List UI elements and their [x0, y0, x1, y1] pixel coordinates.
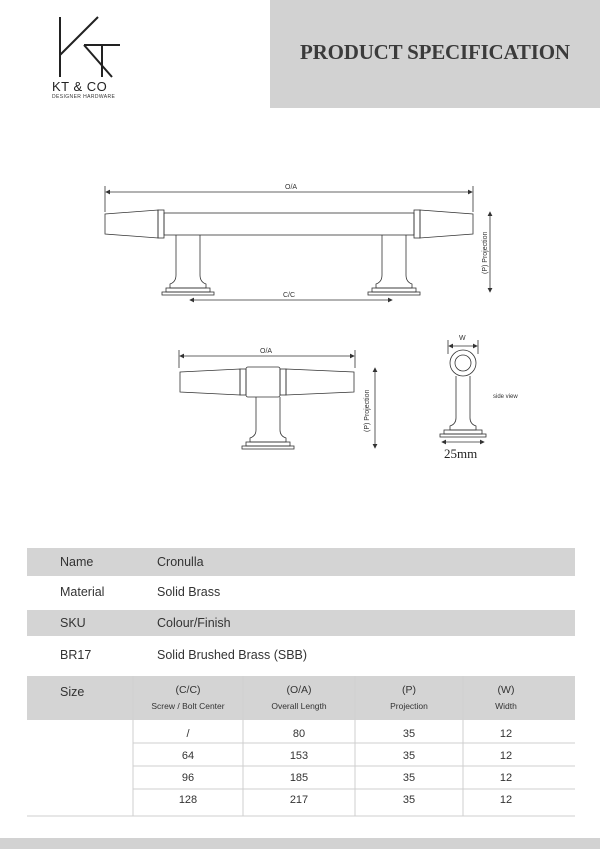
w-label: W [459, 335, 466, 342]
sku-value-row [27, 636, 575, 676]
kt-logo-icon [54, 15, 124, 79]
cell-cc: 64 [181, 750, 195, 762]
cell-p: 35 [402, 728, 416, 740]
front-view-small [179, 350, 375, 449]
name-row [27, 548, 575, 576]
col-w-code: (W) [497, 684, 515, 696]
cell-w: 12 [499, 728, 513, 740]
cell-w: 12 [499, 772, 513, 784]
brand-tagline: DESIGNER HARDWARE [52, 94, 116, 100]
spec-table [27, 548, 575, 816]
front-view-large [105, 186, 490, 300]
col-cc-code: (C/C) [175, 684, 201, 696]
cell-cc: 96 [181, 772, 195, 784]
col-oa-desc: Overall Length [271, 701, 327, 711]
oa-label-small: O/A [260, 348, 273, 355]
side-view [440, 340, 486, 442]
cell-oa: 185 [289, 772, 309, 784]
cell-p: 35 [402, 772, 416, 784]
cell-w: 12 [499, 794, 513, 806]
brand-name: KT & CO [52, 79, 108, 94]
cell-oa: 217 [289, 794, 309, 806]
technical-drawings [0, 150, 600, 480]
sku-label: SKU [60, 616, 86, 630]
material-value: Solid Brass [157, 585, 221, 599]
cell-p: 35 [402, 794, 416, 806]
oa-label-large: O/A [285, 184, 298, 191]
col-cc-desc: Screw / Bolt Center [151, 701, 225, 711]
material-row [27, 576, 575, 610]
size-label: Size [60, 685, 85, 699]
page-title: PRODUCT SPECIFICATION [300, 40, 570, 64]
header-logo-panel [0, 0, 270, 108]
cell-p: 35 [402, 750, 416, 762]
col-w-desc: Width [495, 701, 517, 711]
material-label: Material [60, 585, 105, 599]
side-view-label: side view [493, 394, 518, 400]
col-p-desc: Projection [390, 701, 428, 711]
cell-cc: / [186, 728, 190, 740]
sku-value: BR17 [60, 648, 92, 662]
cell-w: 12 [499, 750, 513, 762]
name-label: Name [60, 555, 94, 569]
cell-oa: 153 [289, 750, 309, 762]
name-value: Cronulla [157, 555, 204, 569]
cc-label: C/C [283, 292, 296, 299]
sku-row [27, 610, 575, 636]
footer-bar [0, 838, 600, 849]
cell-oa: 80 [292, 728, 306, 740]
col-oa-code: (O/A) [286, 684, 312, 696]
finish-value: Solid Brushed Brass (SBB) [157, 648, 308, 662]
cell-cc: 128 [178, 794, 198, 806]
projection-label-small: (P) Projection [364, 389, 371, 432]
finish-label: Colour/Finish [157, 616, 231, 630]
projection-label-large: (P) Projection [482, 231, 489, 274]
side-dimension: 25mm [444, 446, 478, 461]
col-p-code: (P) [402, 684, 416, 696]
